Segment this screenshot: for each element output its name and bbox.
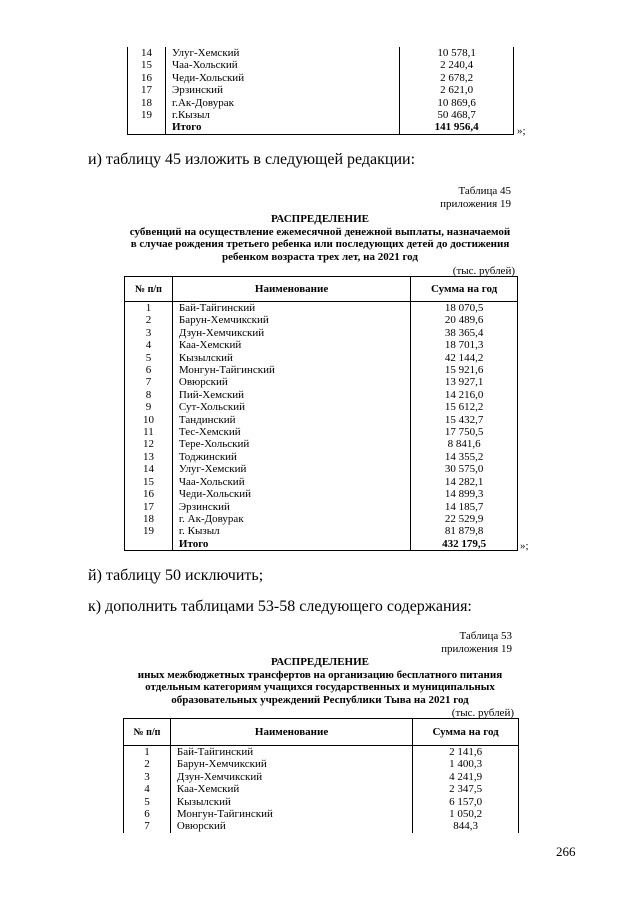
- table45-closing-quote: »;: [520, 540, 529, 552]
- row-number: 7: [124, 820, 171, 832]
- row-number: 16: [125, 488, 173, 500]
- row-name: Тес-Хемский: [172, 426, 410, 438]
- header-name: Наименование: [172, 277, 410, 302]
- row-number: 1: [125, 302, 173, 315]
- table-row: [125, 376, 518, 388]
- table-body: [128, 47, 514, 134]
- table-row: [124, 746, 519, 759]
- row-value: 22 529,9: [411, 513, 518, 525]
- row-number: 14: [125, 463, 173, 475]
- table-row: [125, 389, 518, 401]
- row-name: Овюрский: [170, 820, 412, 832]
- table45-subtitle-line1: субвенций на осуществление ежемесячной денежной выплаты, назначаемой: [129, 225, 511, 238]
- row-value: 81 879,8: [411, 525, 518, 537]
- row-name: Пий-Хемский: [172, 389, 410, 401]
- table53-units: (тыс. рублей): [451, 707, 514, 719]
- row-name: Чеди-Хольский: [165, 72, 399, 84]
- table45-units: (тыс. рублей): [452, 265, 515, 277]
- row-name: Сут-Хольский: [172, 401, 410, 413]
- instruction-i: и) таблицу 45 изложить в следующей редакции:: [88, 151, 416, 168]
- row-number: 2: [125, 314, 173, 326]
- table53-caption: [312, 630, 512, 656]
- row-number: 17: [128, 84, 166, 96]
- row-value: 30 575,0: [411, 463, 518, 475]
- row-number: 6: [125, 364, 173, 376]
- row-value: 50 468,7: [400, 109, 514, 121]
- table53: [123, 718, 519, 833]
- row-name: Барун-Хемчикский: [172, 314, 410, 326]
- table-row: [124, 808, 519, 820]
- row-name: Эрзинский: [172, 501, 410, 513]
- table53-body: [124, 746, 519, 833]
- table-row: [128, 109, 514, 121]
- table-row: [125, 525, 518, 537]
- row-number: 13: [125, 451, 173, 463]
- row-name: Овюрский: [172, 376, 410, 388]
- table-row: [125, 426, 518, 438]
- table-row: [125, 339, 518, 351]
- row-name: Монгун-Тайгинский: [172, 364, 410, 376]
- row-number: 1: [124, 746, 171, 759]
- table53-subtitle-line3: образовательных учреждений Республики Тыва на 2021 год: [171, 693, 469, 706]
- table53-subtitle-line2: отдельным категориям учащихся государственных и муниципальных: [145, 681, 495, 693]
- row-name: Бай-Тайгинский: [172, 302, 410, 315]
- table45-header-row: [125, 277, 518, 302]
- table45-caption-appendix: приложения 19: [440, 198, 511, 210]
- row-name: г. Кызыл: [172, 525, 410, 537]
- row-value: 17 750,5: [411, 426, 518, 438]
- row-value: 14 185,7: [411, 501, 518, 513]
- row-name: Кызылский: [172, 352, 410, 364]
- row-value: 2 141,6: [413, 746, 519, 759]
- table45-caption-number: Таблица 45: [458, 185, 511, 197]
- row-name: Каа-Хемский: [170, 783, 412, 795]
- row-name: г.Ак-Довурак: [165, 97, 399, 109]
- total-label: Итого: [165, 121, 399, 134]
- table45-caption: [311, 185, 511, 211]
- row-value: 15 432,7: [411, 414, 518, 426]
- table-row: [128, 59, 514, 71]
- row-name: Монгун-Тайгинский: [170, 808, 412, 820]
- row-name: Улуг-Хемский: [165, 47, 399, 59]
- row-name: г.Кызыл: [165, 109, 399, 121]
- row-value: 2 240,4: [400, 59, 514, 71]
- row-number: 14: [128, 47, 166, 59]
- row-number: 18: [125, 513, 173, 525]
- row-name: Улуг-Хемский: [172, 463, 410, 475]
- row-value: 2 621,0: [400, 84, 514, 96]
- row-name: Чеди-Хольский: [172, 488, 410, 500]
- table-row: [125, 414, 518, 426]
- header-value: Сумма на год: [413, 719, 519, 746]
- row-name: Тере-Хольский: [172, 438, 410, 450]
- table-previous-continuation: [127, 47, 514, 135]
- header-value: Сумма на год: [411, 277, 518, 302]
- row-number: 17: [125, 501, 173, 513]
- table-row: [125, 314, 518, 326]
- table-row: [124, 796, 519, 808]
- table45-heading: [100, 213, 540, 263]
- row-number: 19: [128, 109, 166, 121]
- table-row: [128, 84, 514, 96]
- row-value: 14 282,1: [411, 476, 518, 488]
- table53-subtitle-line1: иных межбюджетных трансфертов на организацию бесплатного питания: [137, 668, 503, 681]
- row-number: 19: [125, 525, 173, 537]
- row-name: Эрзинский: [165, 84, 399, 96]
- row-value: 15 921,6: [411, 364, 518, 376]
- row-name: Кызылский: [170, 796, 412, 808]
- table-row: [125, 401, 518, 413]
- row-name: Тандинский: [172, 414, 410, 426]
- row-number: 15: [128, 59, 166, 71]
- table45-subtitle-line3: ребенком возраста трех лет, на 2021 год: [222, 250, 418, 263]
- row-value: 42 144,2: [411, 352, 518, 364]
- row-number: 2: [124, 758, 171, 770]
- row-number: 10: [125, 414, 173, 426]
- row-value: 8 841,6: [411, 438, 518, 450]
- table-row: [125, 501, 518, 513]
- row-number: 12: [125, 438, 173, 450]
- row-value: 18 070,5: [411, 302, 518, 315]
- table53-title: РАСПРЕДЕЛЕНИЕ: [270, 656, 369, 668]
- row-value: 20 489,6: [411, 314, 518, 326]
- row-name: Чаа-Хольский: [165, 59, 399, 71]
- table-row: [125, 463, 518, 475]
- row-value: 13 927,1: [411, 376, 518, 388]
- row-value: 2 678,2: [400, 72, 514, 84]
- row-number: 5: [124, 796, 171, 808]
- row-number: 3: [125, 327, 173, 339]
- row-number: 5: [125, 352, 173, 364]
- table53-header-row: [124, 719, 519, 746]
- row-value: 14 355,2: [411, 451, 518, 463]
- row-number: 4: [124, 783, 171, 795]
- table-total-row: [125, 538, 518, 551]
- header-name: Наименование: [170, 719, 412, 746]
- row-value: 18 701,3: [411, 339, 518, 351]
- table-row: [125, 327, 518, 339]
- table-row: [125, 488, 518, 500]
- row-value: 6 157,0: [413, 796, 519, 808]
- table-row: [125, 476, 518, 488]
- row-name: Дзун-Хемчикский: [170, 771, 412, 783]
- row-number: 3: [124, 771, 171, 783]
- instruction-j: й) таблицу 50 исключить;: [88, 567, 264, 584]
- row-value: 844,3: [413, 820, 519, 832]
- row-value: 10 869,6: [400, 97, 514, 109]
- total-label: Итого: [172, 538, 410, 551]
- page-number: 266: [556, 844, 576, 859]
- table-row: [125, 438, 518, 450]
- row-name: Бай-Тайгинский: [170, 746, 412, 759]
- table-total-row: [128, 121, 514, 134]
- row-number: 8: [125, 389, 173, 401]
- row-number: 7: [125, 376, 173, 388]
- table-row: [128, 72, 514, 84]
- table-row: [124, 820, 519, 832]
- table-row: [124, 783, 519, 795]
- row-number: 11: [125, 426, 173, 438]
- row-value: 38 365,4: [411, 327, 518, 339]
- table45-subtitle-line2: в случае рождения третьего ребенка или последующих детей до достижения: [130, 238, 510, 250]
- table-row: [125, 451, 518, 463]
- table-row: [128, 97, 514, 109]
- table45-title: РАСПРЕДЕЛЕНИЕ: [270, 213, 369, 225]
- row-number-empty: [125, 538, 173, 551]
- row-number: 6: [124, 808, 171, 820]
- row-name: Барун-Хемчикский: [170, 758, 412, 770]
- row-value: 4 241,9: [413, 771, 519, 783]
- header-num: № п/п: [125, 277, 173, 302]
- table-row: [125, 364, 518, 376]
- row-value: 14 216,0: [411, 389, 518, 401]
- row-name: г. Ак-Довурак: [172, 513, 410, 525]
- instruction-k: к) дополнить таблицами 53-58 следующего содержания:: [88, 598, 472, 615]
- table45: [124, 276, 518, 551]
- header-num: № п/п: [124, 719, 171, 746]
- row-number: 4: [125, 339, 173, 351]
- row-value: 1 050,2: [413, 808, 519, 820]
- total-value: 432 179,5: [411, 538, 518, 551]
- table53-heading: [100, 656, 540, 706]
- total-value: 141 956,4: [400, 121, 514, 134]
- row-number: 9: [125, 401, 173, 413]
- table-row: [125, 352, 518, 364]
- closing-quote-semicolon: »;: [517, 125, 526, 137]
- table-row: [125, 513, 518, 525]
- row-value: 1 400,3: [413, 758, 519, 770]
- table-row: [124, 771, 519, 783]
- row-number: 18: [128, 97, 166, 109]
- row-value: 10 578,1: [400, 47, 514, 59]
- table-row: [125, 302, 518, 315]
- row-name: Дзун-Хемчикский: [172, 327, 410, 339]
- table53-caption-appendix: приложения 19: [441, 643, 512, 655]
- row-number-empty: [128, 121, 166, 134]
- row-name: Чаа-Хольский: [172, 476, 410, 488]
- row-name: Тоджинский: [172, 451, 410, 463]
- row-value: 2 347,5: [413, 783, 519, 795]
- row-value: 14 899,3: [411, 488, 518, 500]
- table-row: [124, 758, 519, 770]
- table-row: [128, 47, 514, 59]
- table53-caption-number: Таблица 53: [459, 630, 512, 642]
- row-number: 15: [125, 476, 173, 488]
- row-number: 16: [128, 72, 166, 84]
- row-name: Каа-Хемский: [172, 339, 410, 351]
- row-value: 15 612,2: [411, 401, 518, 413]
- table45-body: [125, 302, 518, 551]
